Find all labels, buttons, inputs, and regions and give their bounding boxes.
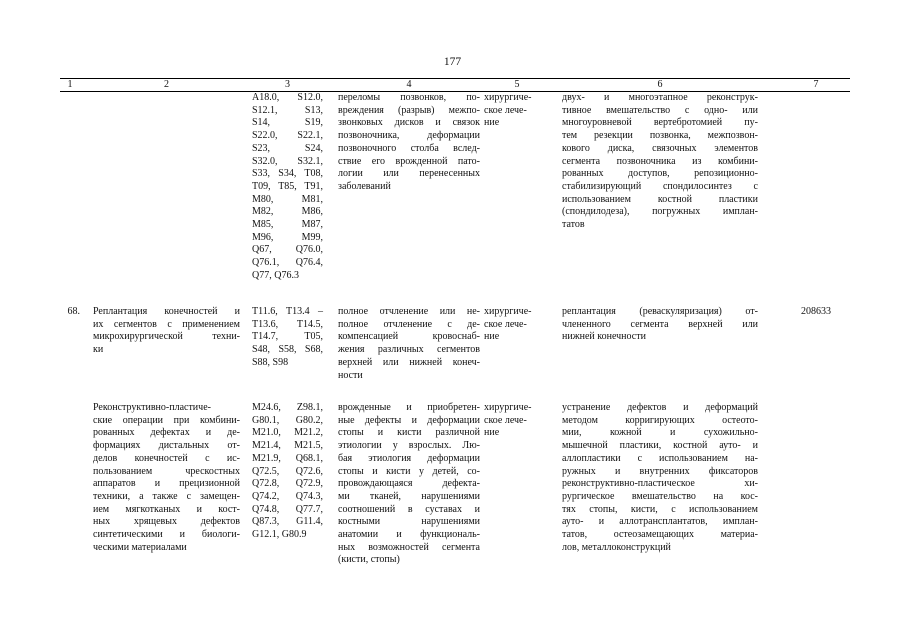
text-line: M82, M86,: [252, 206, 323, 218]
text-line: T13.6, T14.5,: [252, 318, 323, 330]
text-line: кового диска, связочных элементов: [562, 142, 758, 154]
text-line: M85, M87,: [252, 219, 323, 231]
cell-icd-codes: [252, 402, 323, 542]
text-line: многоуровневой вертебротомией пу-: [562, 117, 758, 129]
text-line: ние: [484, 117, 500, 129]
text-line: реплантация (реваскуляризация) от-: [562, 306, 758, 317]
cell-operation-name: [93, 402, 240, 554]
text-line: ружных и внутренних фиксаторов: [562, 465, 758, 477]
text-line: S32.0, S32.1,: [252, 155, 323, 167]
cell-treatment-type: [484, 306, 550, 344]
text-line: двух- и многоэтапное реконструк-: [562, 92, 758, 103]
text-line: их сегментов с применением: [93, 318, 240, 330]
text-line: тем резекции позвонка, межпозвон-: [562, 130, 758, 142]
text-line: M24.6, Z98.1,: [252, 402, 323, 413]
column-header-7: 7: [813, 79, 819, 90]
text-line: G80.1, G80.2,: [252, 414, 323, 426]
text-line: жения различных сегментов: [338, 344, 480, 356]
text-line: звонковых дисков и связок: [338, 117, 480, 129]
text-line: ные дефекты и деформации: [338, 414, 480, 426]
text-line: татов, остеозамещающих материа-: [562, 529, 758, 541]
text-line: рованных доступов, репозиционно-: [562, 168, 758, 180]
text-line: костными нарушениями: [338, 516, 480, 528]
text-line: заболеваний: [338, 180, 391, 192]
text-line: аппаратов и прецизионной: [93, 478, 240, 490]
text-line: аллопластики с использованием на-: [562, 452, 758, 464]
cell-treatment-method: [562, 402, 758, 554]
text-line: G12.1, G80.9: [252, 529, 307, 541]
text-line: ми тканей, нарушениями: [338, 490, 480, 502]
text-line: S88, S98: [252, 356, 289, 368]
column-header-1: 1: [67, 79, 73, 90]
cell-patient-model: [338, 92, 480, 194]
text-line: сегмента позвоночника из комбини-: [562, 155, 758, 167]
text-line: мии, кожной и сухожильно-: [562, 427, 758, 439]
text-line: рургическое вмешательство на кос-: [562, 490, 758, 502]
text-line: пользованием чрескостных: [93, 465, 240, 477]
cell-treatment-method: [562, 92, 758, 232]
text-line: синтетическими и биологи-: [93, 529, 240, 541]
text-line: этиологии у взрослых. Лю-: [338, 440, 480, 452]
text-line: (кисти, стопы): [338, 554, 400, 566]
text-line: соотношений в суставах и: [338, 503, 480, 515]
text-line: ское лече-: [484, 104, 527, 116]
text-line: (спондилодеза), погружных имплан-: [562, 206, 758, 218]
column-header-6: 6: [657, 79, 663, 90]
page-number: 177: [443, 56, 462, 68]
text-line: A18.0, S12.0,: [252, 92, 323, 103]
text-line: полное отчленение с де-: [338, 318, 480, 330]
text-line: компенсацией кровоснаб-: [338, 331, 480, 343]
text-line: формациях дистальных от-: [93, 440, 240, 452]
text-line: Q76.1, Q76.4,: [252, 257, 323, 269]
table-row: [60, 402, 850, 582]
text-line: полное отчленение или не-: [338, 306, 480, 317]
cell-number: 68.: [67, 306, 80, 317]
cell-treatment-type: [484, 402, 550, 440]
text-line: татов: [562, 219, 585, 231]
text-line: Q74.2, Q74.3,: [252, 490, 323, 502]
text-line: ности: [338, 369, 363, 381]
text-line: M80, M81,: [252, 193, 323, 205]
text-line: Q67, Q76.0,: [252, 244, 323, 256]
text-line: лов, металлоконструкций: [562, 541, 671, 553]
text-line: S22.0, S22.1,: [252, 130, 323, 142]
text-line: ское лече-: [484, 318, 527, 330]
text-line: реконструктивно-пластическое хи-: [562, 478, 758, 490]
text-line: Реплантация конечностей и: [93, 306, 240, 317]
text-line: тях стопы, кисти, с использованием: [562, 503, 758, 515]
text-line: методом корригирующих остеото-: [562, 414, 758, 426]
table-row: [60, 306, 850, 396]
text-line: ствие его врожденной пато-: [338, 155, 480, 167]
text-line: мышечной пластики, костной ауто- и: [562, 440, 758, 452]
text-line: ние: [484, 331, 500, 343]
text-line: ские операции при комбини-: [93, 414, 240, 426]
text-line: Q72.8, Q72.9,: [252, 478, 323, 490]
text-line: M96, M99,: [252, 231, 323, 243]
text-line: позвоночного столба вслед-: [338, 142, 480, 154]
text-line: ческими материалами: [93, 541, 187, 553]
text-line: T14.7, T05,: [252, 331, 323, 343]
text-line: верхней или нижней конеч-: [338, 356, 480, 368]
text-line: врожденные и приобретен-: [338, 402, 480, 413]
text-line: S23, S24,: [252, 142, 323, 154]
text-line: тивное вмешательство с одно- или: [562, 104, 758, 116]
table-header: [60, 78, 850, 92]
text-line: ки: [93, 344, 104, 356]
text-line: стопы и кисти у детей, со-: [338, 465, 480, 477]
text-line: вреждения (разрыв) межпо-: [338, 104, 480, 116]
text-line: переломы позвонков, по-: [338, 92, 480, 103]
cell-cost: 208633: [801, 306, 831, 317]
text-line: ных хрящевых дефектов: [93, 516, 240, 528]
cell-operation-name: [93, 306, 240, 357]
text-line: T09, T85, T91,: [252, 180, 323, 192]
cell-treatment-method: [562, 306, 758, 344]
text-line: ием мягкотканых и кост-: [93, 503, 240, 515]
text-line: Q72.5, Q72.6,: [252, 465, 323, 477]
text-line: делов конечностей с ис-: [93, 452, 240, 464]
cell-treatment-type: [484, 92, 550, 130]
text-line: стопы и кисти различной: [338, 427, 480, 439]
text-line: техники, а также с замещен-: [93, 490, 240, 502]
text-line: ных возможностей сегмента: [338, 541, 480, 553]
text-line: S14, S19,: [252, 117, 323, 129]
text-line: M21.0, M21.2,: [252, 427, 323, 439]
text-line: Q87.3, G11.4,: [252, 516, 323, 528]
text-line: члененного сегмента верхней или: [562, 318, 758, 330]
text-line: использованием костной пластики: [562, 193, 758, 205]
text-line: бая этиология деформации: [338, 452, 480, 464]
table-row: [60, 92, 850, 292]
text-line: T11.6, T13.4 –: [252, 306, 323, 317]
column-header-2: 2: [164, 79, 169, 90]
text-line: Реконструктивно-пластиче-: [93, 402, 211, 413]
text-line: S33, S34, T08,: [252, 168, 323, 180]
text-line: Q74.8, Q77.7,: [252, 503, 323, 515]
text-line: анатомии и функциональ-: [338, 529, 480, 541]
text-line: ние: [484, 427, 500, 439]
text-line: рованных дефектах и де-: [93, 427, 240, 439]
text-line: хирургиче-: [484, 306, 532, 317]
column-header-5: 5: [514, 79, 520, 90]
text-line: хирургиче-: [484, 92, 532, 103]
text-line: устранение дефектов и деформаций: [562, 402, 758, 413]
text-line: M21.4, M21.5,: [252, 440, 323, 452]
cell-icd-codes: [252, 306, 323, 370]
text-line: стабилизирующий спондилосинтез с: [562, 180, 758, 192]
text-line: S12.1, S13,: [252, 104, 323, 116]
cell-patient-model: [338, 402, 480, 567]
cell-patient-model: [338, 306, 480, 382]
text-line: логии или перенесенных: [338, 168, 480, 180]
column-header-3: 3: [285, 79, 290, 90]
text-line: микрохирургической техни-: [93, 331, 240, 343]
text-line: M21.9, Q68.1,: [252, 452, 323, 464]
cell-icd-codes: [252, 92, 323, 283]
text-line: провождающаяся дефекта-: [338, 478, 480, 490]
text-line: Q77, Q76.3: [252, 269, 299, 281]
text-line: хирургиче-: [484, 402, 532, 413]
text-line: ауто- и аллотрансплантатов, имплан-: [562, 516, 758, 528]
text-line: S48, S58, S68,: [252, 344, 323, 356]
text-line: нижней конечности: [562, 331, 646, 343]
column-header-4: 4: [406, 79, 412, 90]
text-line: позвоночника, деформации: [338, 130, 480, 142]
text-line: ское лече-: [484, 414, 527, 426]
